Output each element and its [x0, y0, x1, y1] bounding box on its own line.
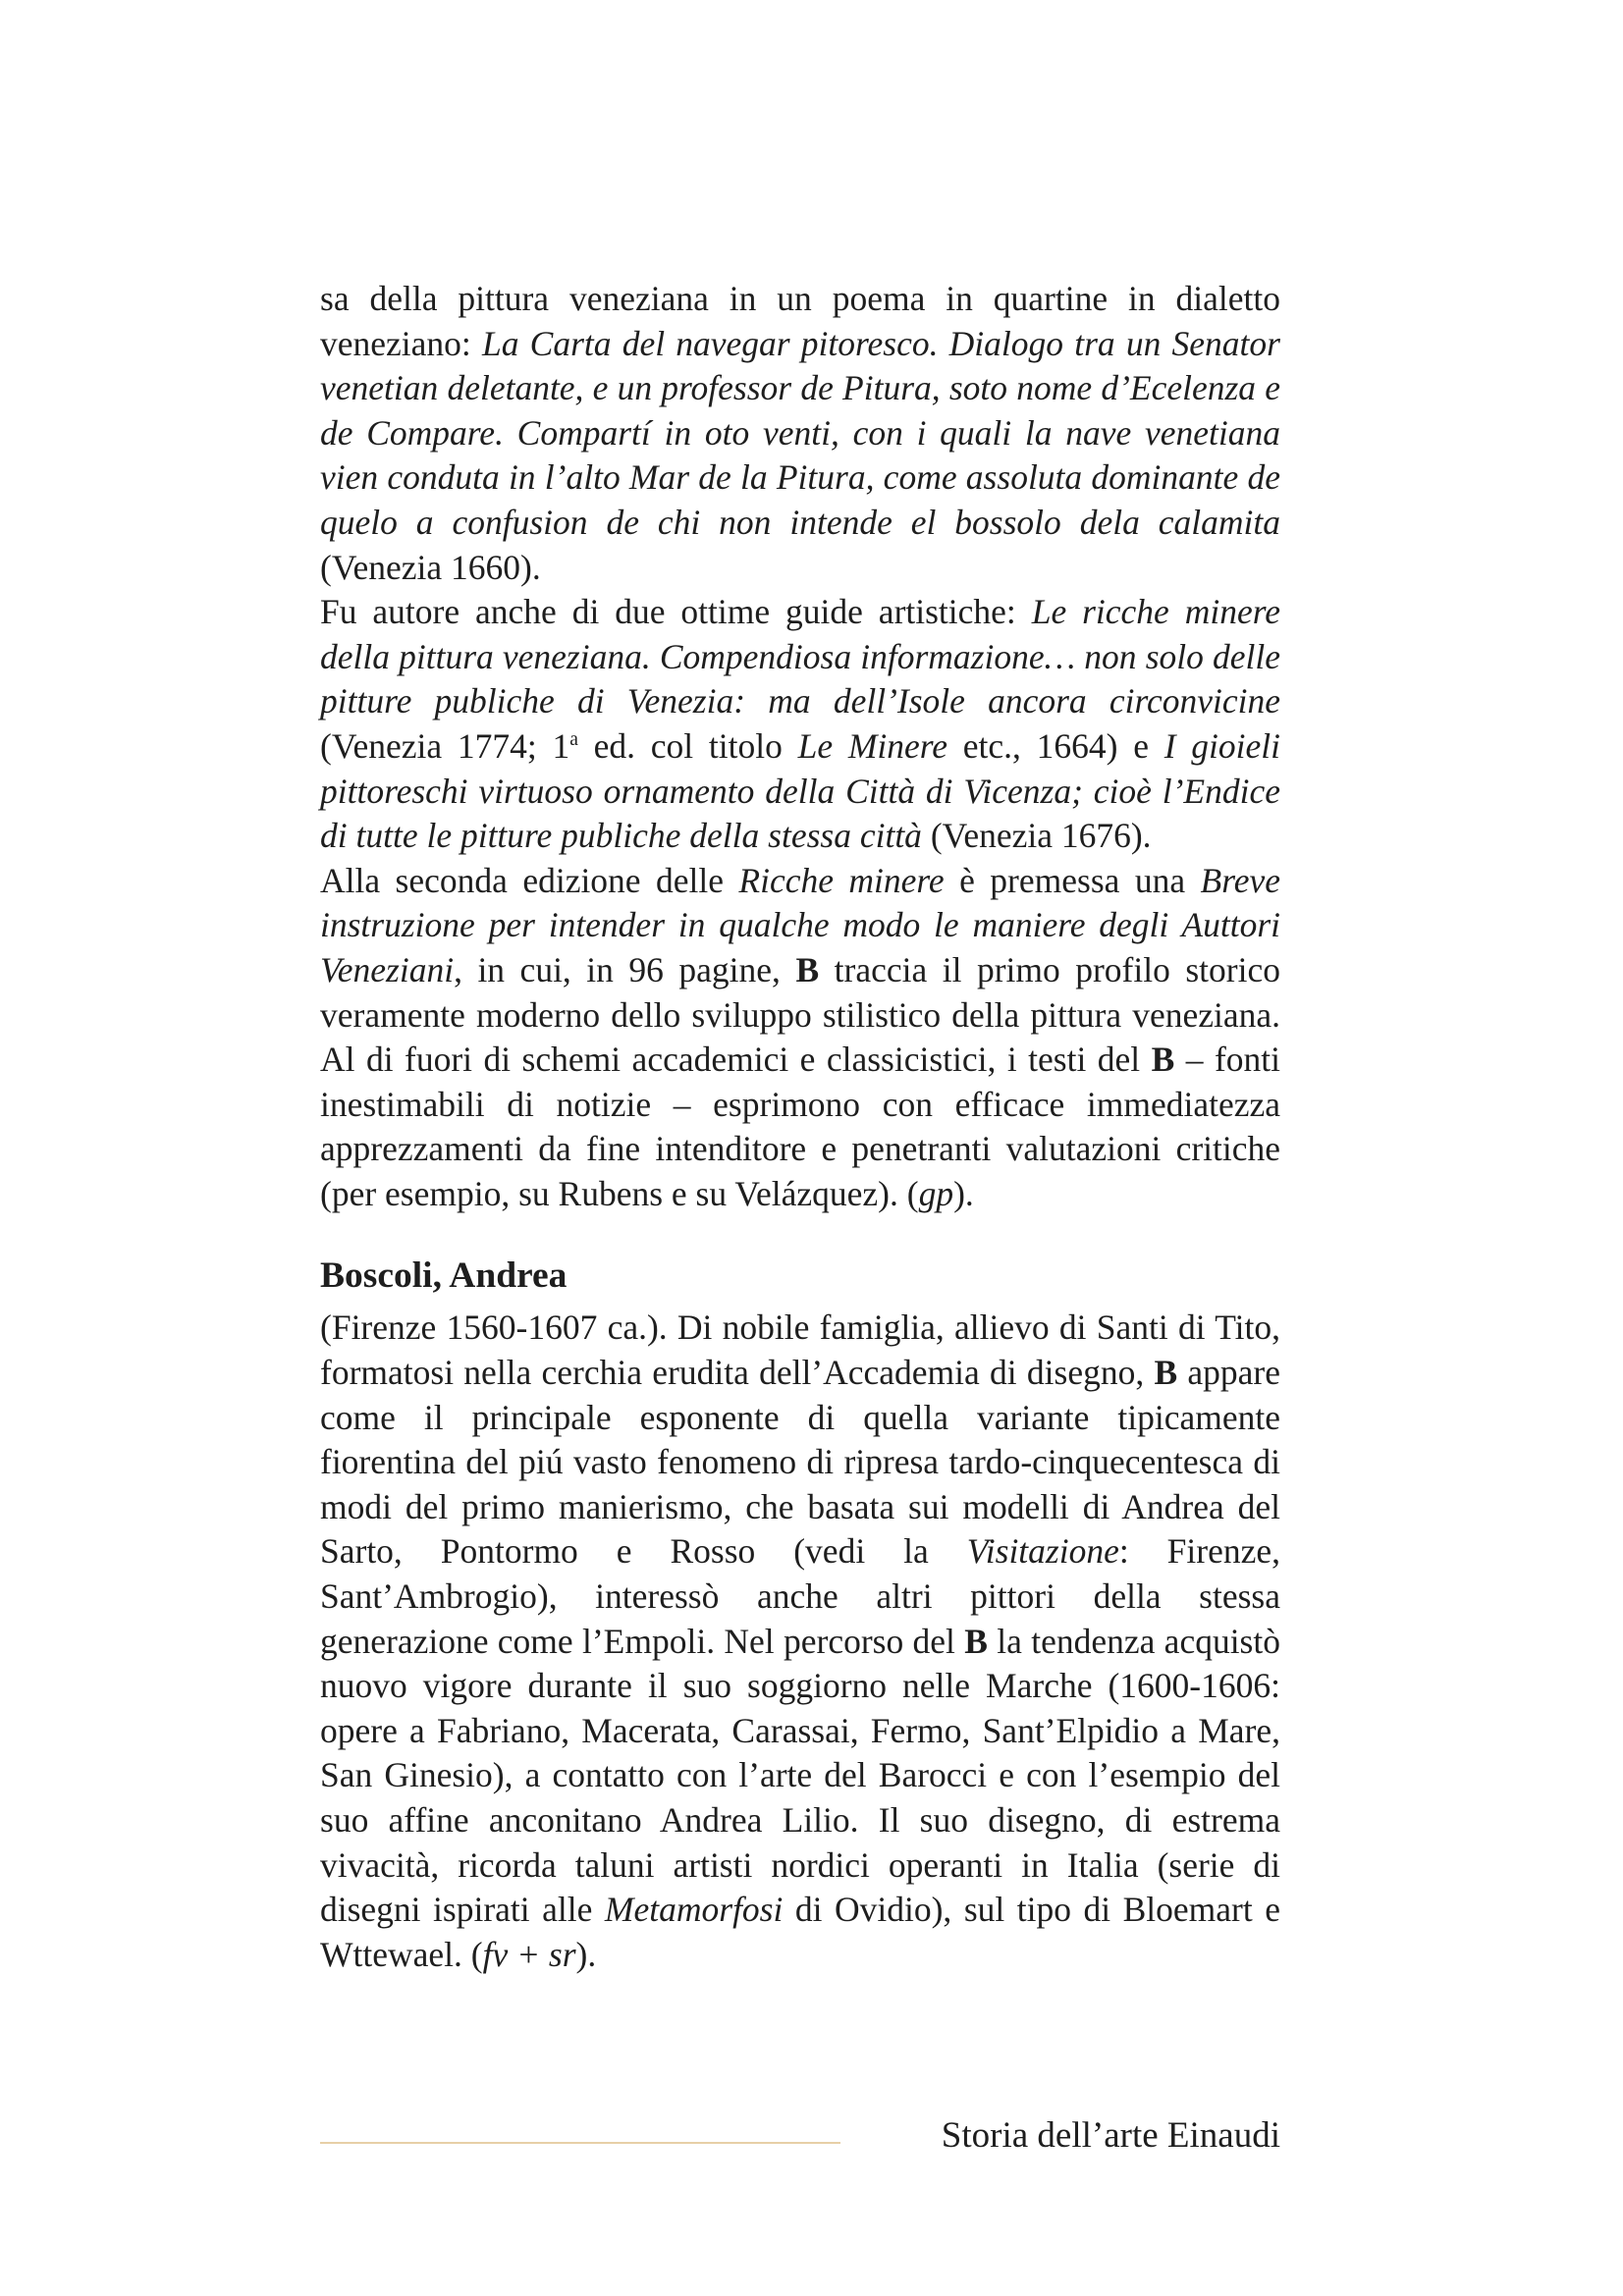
page-footer	[320, 2110, 1280, 2169]
paragraph-boscoli-biography	[320, 1306, 1280, 1977]
entry-heading: Boscoli, Andrea	[320, 1255, 568, 1297]
italic-text: La Carta del navegar pitoresco. Dialogo tra un Senator venetian deletante, e un professor de Pitura, soto nome d’Ecelenza e de Compare. Compartí in oto venti, con i quali la nave venetiana vien conduta in l’alto Mar de la Pitura, come assoluta dominante de quelo a confusion de chi non intende el bossolo dela calamita	[320, 323, 1280, 542]
text-run: etc., 1664) e	[947, 725, 1164, 766]
italic-text: I gioieli pittoreschi virtuoso ornamento della Città di Vicenza; cioè l’Endice di tutte le pitture publiche della stessa città	[320, 725, 1280, 856]
text-run: ed. col titolo	[577, 725, 798, 766]
paragraph-ricche-minere	[320, 859, 1280, 1217]
text-run: appare come il principale esponente di quella variante tipicamente fiorentina del piú vasto fenomeno di ripresa tardo-cinquecentesca di modi del primo manierismo, che basata sui modelli di Andrea del Sarto, Pontormo e Rosso (vedi la	[320, 1353, 1280, 1572]
text-run: (Venezia 1774; 1	[320, 725, 570, 766]
italic-text: Metamorfosi	[604, 1890, 784, 1930]
italic-text: gp	[918, 1173, 954, 1213]
text-run: traccia il primo profilo storico veramente moderno dello sviluppo stilistico della pittura veneziana. Al di fuori di schemi accademici e classicistici, i testi del	[320, 949, 1280, 1080]
text-run: , in cui, in 96 pagine,	[454, 949, 796, 989]
text-run: sa della pittura veneziana in un poema in quartine in dialetto veneziano:	[320, 279, 1280, 363]
italic-text: Le Minere	[797, 725, 948, 766]
text-run: Fu autore anche di due ottime guide artistiche:	[320, 592, 1032, 632]
text-run: ).	[953, 1173, 974, 1213]
text-run: – fonti inestimabili di notizie – esprimono con efficace immediatezza apprezzamenti da fine intenditore e penetranti valutazioni critiche (per esempio, su Rubens e su Velázquez). (	[320, 1040, 1280, 1213]
text-run: la tendenza acquistò nuovo vigore durante il suo soggiorno nelle Marche (1600-1606: opere a Fabriano, Macerata, Carassai, Fermo, Sant’Elpidio a Mare, San Ginesio), a contatto con l’arte del Barocci e con l’esempio del suo affine anconitano Andrea Lilio. Il suo disegno, di estrema vivacità, ricorda taluni artisti nordici operanti in Italia (serie di disegni ispirati alle	[320, 1621, 1280, 1930]
text-run: (Venezia 1676).	[921, 816, 1152, 856]
text-run: : Firenze, Sant’Ambrogio), interessò anche altri pittori della stessa generazione come l’Empoli. Nel percorso del	[320, 1531, 1281, 1661]
author-abbreviation: B	[964, 1621, 988, 1661]
text-run: di Ovidio), sul tipo di Bloemart e Wttewael. (	[320, 1890, 1280, 1974]
author-abbreviation: B	[795, 949, 820, 989]
italic-text: Ricche minere	[738, 860, 945, 900]
italic-text: Breve instruzione per intender in qualche modo le maniere degli Auttori Veneziani	[320, 860, 1280, 989]
paragraph-carta-del-navegar	[320, 277, 1280, 590]
text-run: Alla seconda edizione delle	[320, 860, 739, 900]
continued-entry	[320, 277, 1280, 1216]
italic-text: fv + sr	[482, 1934, 576, 1974]
entry-boscoli	[320, 1253, 1280, 1977]
text-run: (Firenze 1560-1607 ca.). Di nobile famiglia, allievo di Santi di Tito, formatosi nella cerchia erudita dell’Accademia di disegno,	[320, 1308, 1280, 1393]
superscript: a	[569, 729, 578, 751]
italic-text: Le ricche minere della pittura veneziana. Compendiosa informazione… non solo delle pitture publiche di Venezia: ma dell’Isole ancora circonvicine	[320, 592, 1280, 721]
text-run: ).	[575, 1934, 597, 1974]
page-body	[320, 277, 1280, 1977]
footer-publisher: Storia dell’arte Einaudi	[941, 2115, 1280, 2156]
text-run: (Venezia 1660).	[320, 547, 541, 587]
text-run: è premessa una	[944, 860, 1201, 900]
italic-text: Visitazione	[966, 1531, 1119, 1572]
footer-rule	[320, 2142, 840, 2144]
paragraph-guide-artistiche	[320, 590, 1280, 859]
author-abbreviation: B	[1151, 1040, 1175, 1080]
author-abbreviation: B	[1154, 1353, 1178, 1393]
